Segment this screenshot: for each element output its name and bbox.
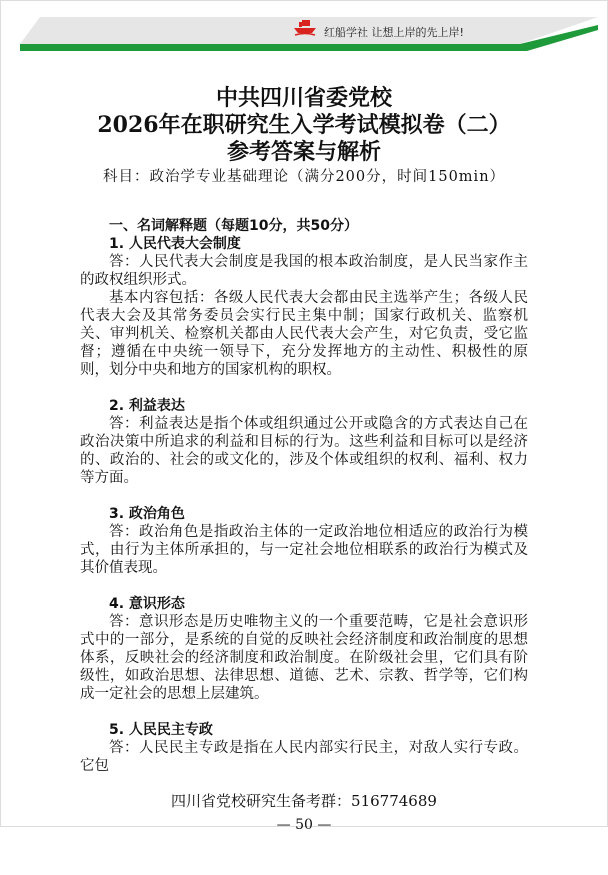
title-exam: 2026年在职研究生入学考试模拟卷（二） <box>97 112 511 138</box>
answer-content <box>80 217 528 775</box>
item-title: 3. 政治角色 <box>109 506 185 522</box>
brand-slogan: 红船学社 让想上岸的先上岸! <box>324 26 464 39</box>
item-title: 1. 人民代表大会制度 <box>109 236 241 252</box>
item-title: 5. 人民民主专政 <box>109 722 213 738</box>
title-school: 中共四川省委党校 <box>215 85 392 111</box>
item-paragraph: 答：人民民主专政是指在人民内部实行民主，对敌人实行专政。它包 <box>80 740 528 774</box>
item-title: 2. 利益表达 <box>109 398 185 414</box>
item-4 <box>80 595 528 703</box>
item-title: 4. 意识形态 <box>109 596 185 612</box>
item-2 <box>80 397 528 487</box>
item-5 <box>80 721 528 775</box>
footer <box>0 775 608 875</box>
item-paragraph: 基本内容包括：各级人民代表大会都由民主选举产生；各级人民代表大会及其常务委员会实行民主集中制；国家行政机关、监察机关、审判机关、检察机关都由人民代表大会产生，对它负责，受它监督；遵循在中央统一领导下，充分发挥地方的主动性、积极性的原则，划分中央和地方的国家机构的职权。 <box>80 290 528 378</box>
item-paragraph: 答：意识形态是历史唯物主义的一个重要范畴，它是社会意识形式中的一部分，是系统的自觉的反映社会经济制度和政治制度的思想体系，反映社会的经济制度和政治制度。在阶级社会里，它们具有阶级性，如政治思想、法律思想、道德、艺术、宗教、哲学等，它们构成一定社会的思想上层建筑。 <box>80 614 528 702</box>
footer-group: 四川省党校研究生备考群：516774689 <box>171 792 437 810</box>
page-number: — 50 — <box>276 817 332 833</box>
item-paragraph: 答：利益表达是指个体或组织通过公开或隐含的方式表达自己在政治决策中所追求的利益和目标的行为。这些利益和目标可以是经济的、政治的、社会的或文化的，涉及个体或组织的权利、福利、权力等方面。 <box>80 416 528 486</box>
item-paragraph: 答：政治角色是指政治主体的一定政治地位相适应的政治行为模式，由行为主体所承担的，与一定社会地位相联系的政治行为模式及其价值表现。 <box>80 524 528 576</box>
item-3 <box>80 505 528 577</box>
section-heading: 一、名词解释题（每题10分，共50分） <box>109 218 358 234</box>
item-paragraph: 答：人民代表大会制度是我国的根本政治制度，是人民当家作主的政权组织形式。 <box>80 254 528 288</box>
title-answers: 参考答案与解析 <box>226 139 381 165</box>
subject-line: 科目：政治学专业基础理论（满分200分，时间150min） <box>102 169 506 185</box>
item-1 <box>80 235 528 379</box>
